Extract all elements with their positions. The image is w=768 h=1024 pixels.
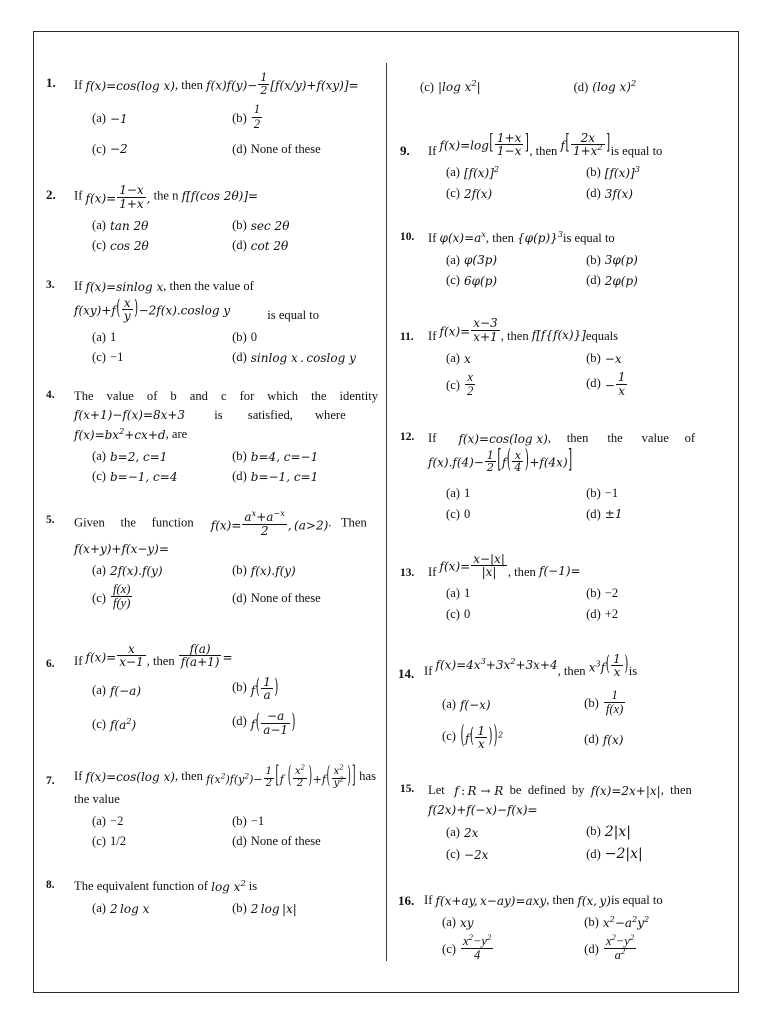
option-b-value: −1	[604, 486, 619, 501]
stem-math-1: f(x)= $\frac{a^x+a^{-x}}{2}$ , (a>2)	[210, 508, 329, 538]
options-table	[424, 687, 732, 757]
question-9	[398, 130, 732, 203]
stem-lead: If	[74, 654, 83, 669]
option-a-value: f(−x)	[459, 697, 491, 712]
question-12	[398, 430, 732, 524]
options-table	[428, 584, 732, 625]
option-c-value: b=−1, c=4	[109, 470, 178, 485]
stem-math-2: $f(x^2)f(y^2)-$ $\frac{1}{2}$ [f ( $\frac{x^2}{2}$ )+f( $\frac{x^2}{y^2}$ )]	[206, 762, 356, 790]
option-a[interactable]: (a) 2f(x).f(y)	[92, 563, 163, 579]
option-b[interactable]: (b) b=4, c=−1	[232, 448, 319, 464]
stem-line-3	[74, 426, 378, 443]
stem-line-1: The value of b and c for which the identity	[74, 389, 378, 404]
option-a-value: 2 log x	[109, 901, 150, 916]
option-d-value: None of these	[250, 591, 321, 606]
option-b[interactable]: (b) f( $\frac{1}{a}$ )	[232, 674, 279, 703]
stem-mid: be defined by	[506, 783, 588, 798]
option-a-value: x	[463, 351, 471, 366]
option-a-value: 1	[463, 586, 471, 601]
stem-math-1: f(x)= $\frac{1-x}{1+x}$ ,	[85, 183, 151, 211]
question-number: 10.	[400, 230, 415, 243]
option-d[interactable]: (d) None of these	[232, 591, 321, 606]
option-b-value: −x	[604, 351, 622, 366]
stem-tail: is	[628, 663, 638, 678]
exam-page	[33, 31, 739, 993]
question-5	[44, 508, 378, 616]
option-d[interactable]: (d) $\frac{x^2-y^2}{a^2}$	[584, 931, 635, 962]
options-table	[74, 328, 378, 369]
option-c-value: $\frac{x^2-y^2}{4}$	[462, 931, 492, 962]
stem-mid: , then	[174, 77, 203, 92]
stem-math-1: f(x)=log[ $\frac{1+x}{1-x}$ ]	[439, 130, 529, 159]
option-a[interactable]: (a) tan 2θ	[92, 217, 149, 233]
question-number: 8.	[46, 879, 55, 892]
stem-line-2	[428, 801, 732, 818]
stem-math-1: f(x)=sinlog x	[85, 279, 164, 294]
options-table	[74, 898, 378, 918]
option-c[interactable]: (c) −2x	[446, 847, 489, 862]
stem-lead: If	[424, 663, 433, 678]
left-column	[34, 32, 386, 932]
option-a-value: φ(3p)	[463, 253, 498, 268]
question-number: 2.	[46, 187, 56, 202]
option-d-value: None of these	[250, 141, 321, 156]
stem-line-1	[428, 782, 732, 799]
options-table	[428, 250, 732, 291]
stem-line-1	[74, 762, 378, 791]
options-table	[74, 101, 378, 162]
stem-math-2: f(x, y)	[577, 893, 611, 908]
option-b-value: 2|x|	[604, 823, 632, 840]
option-d[interactable]: (d) None of these	[232, 141, 321, 156]
option-d-value: ±1	[604, 507, 623, 522]
question-stem	[74, 278, 378, 295]
option-a-value: 1	[109, 330, 117, 344]
option-c[interactable]: (c) −1	[92, 350, 124, 365]
option-c[interactable]: (c) cos 2θ	[92, 238, 149, 253]
option-a[interactable]: (a) −1	[92, 111, 128, 127]
stem-math-2: f[ $\frac{2x}{1+x^2}$ ]	[560, 130, 611, 159]
stem-tail: is equal to	[610, 892, 663, 907]
options-table	[428, 163, 732, 204]
stem-math-1: f(x)= $\frac{x-|x|}{|x|}$	[439, 551, 505, 580]
option-d-value: f( $\frac{-a}{a-1}$ )	[250, 709, 296, 737]
question-stem	[74, 71, 378, 98]
option-d[interactable]: (d) ±1	[586, 506, 623, 522]
stem-tail: is equal to	[610, 143, 663, 158]
option-b[interactable]: (b) $[f(x)]^3$	[586, 164, 640, 181]
stem-math-1: f(x+1)−f(x)=8x+3	[74, 408, 186, 423]
option-a[interactable]: (a) 1	[446, 586, 471, 601]
stem-tail-has: has	[356, 769, 376, 784]
stem-lead: If	[428, 431, 456, 446]
option-c[interactable]: (c) $\frac{x^2-y^2}{4}$	[442, 931, 492, 962]
stem-lead: If	[428, 564, 437, 579]
stem-mid: , then	[507, 564, 536, 579]
stem-line-1	[428, 230, 732, 247]
option-d[interactable]: (d) 3f(x)	[586, 185, 633, 201]
option-b[interactable]: (b) $\frac{1}{f(x)}$	[584, 687, 624, 717]
option-a-value: −2	[109, 813, 124, 828]
stem-math-1: $\varphi(x)=a^x$	[439, 229, 486, 246]
option-b[interactable]: (b) −1	[232, 813, 265, 828]
question-number: 1.	[46, 75, 56, 90]
question-stem	[74, 183, 378, 212]
right-column	[386, 32, 740, 981]
stem-lead: If	[74, 188, 83, 203]
option-c[interactable]: (c) $\frac{f(x)}{f(y)}$	[92, 582, 131, 611]
options-table	[74, 811, 378, 852]
option-d[interactable]: (d) cot 2θ	[232, 238, 289, 253]
question-14	[398, 651, 732, 757]
stem-math-1: f(x)=cos(log x)	[458, 431, 548, 446]
stem-math-1: f(x)= $\frac{x}{x-1}$	[85, 641, 144, 670]
question-8-continued	[398, 77, 732, 97]
option-c[interactable]: (c) $\frac{x}{2}$	[446, 369, 474, 398]
stem-line-1	[428, 551, 732, 581]
option-c-value: −1	[109, 350, 124, 365]
option-d[interactable]: (d) f(x)	[584, 731, 624, 747]
stem-line-1	[74, 641, 378, 671]
option-d[interactable]: (d) − $\frac{1}{x}$	[586, 369, 732, 404]
option-d-value: f(x)	[602, 732, 624, 747]
question-4	[44, 388, 378, 487]
stem-math-2: f[f(cos 2θ)]=	[181, 189, 259, 204]
question-number: 6.	[46, 657, 55, 670]
question-6	[44, 641, 378, 743]
option-c-value: |log $x^2|$	[437, 78, 481, 95]
option-b-value: −2	[604, 586, 619, 601]
option-b-value: f( $\frac{1}{a}$ )	[250, 674, 279, 703]
options-table	[74, 674, 378, 742]
option-b-value: b=4, c=−1	[250, 449, 319, 464]
stem-mid: , then	[557, 663, 586, 678]
option-a[interactable]: (a) 2 log x	[92, 900, 150, 916]
option-d[interactable]: (d) 2φ(p)	[586, 272, 638, 288]
stem-tail: is	[245, 879, 258, 894]
option-d[interactable]: (d) None of these	[232, 834, 321, 849]
option-a[interactable]: (a) f(−x)	[442, 696, 491, 712]
option-a[interactable]: (a) 1	[92, 330, 117, 344]
option-b-value: f(x).f(y)	[250, 564, 296, 579]
option-d[interactable]: (d) (log x)$^2$	[573, 78, 637, 95]
question-number: 12.	[400, 431, 415, 444]
option-c-value: 0	[463, 506, 471, 521]
question-number: 4.	[46, 389, 55, 402]
stem-line-1	[424, 892, 732, 909]
option-d-value: 3f(x)	[604, 186, 633, 201]
option-c[interactable]: (c) $f(a^2)$	[92, 716, 137, 733]
option-d-value: 2φ(p)	[604, 273, 638, 288]
options-table	[74, 446, 378, 487]
question-number: 3.	[46, 278, 55, 291]
stem-line-1	[74, 878, 378, 895]
option-b-value: $\frac{1}{2}$	[253, 102, 261, 131]
option-d-value: None of these	[250, 834, 321, 849]
stem-line-1	[428, 430, 732, 447]
stem-line-2	[74, 407, 378, 424]
stem-math-1: $f(x)=4x^3+3x^2+3x+4$	[435, 656, 558, 673]
stem-tail: is equal to	[562, 230, 615, 245]
stem-mid: is satisfied, where	[214, 407, 346, 422]
option-d-value: cot 2θ	[250, 238, 289, 253]
option-b-value: 3φ(p)	[604, 253, 638, 268]
option-b[interactable]: (b) −x	[586, 350, 622, 366]
stem-lead: Given the function	[74, 515, 194, 530]
option-c-value: 1/2	[109, 834, 127, 849]
option-a[interactable]: (a) $[f(x)]^2$	[446, 164, 500, 181]
option-c-value: cos 2θ	[109, 238, 149, 253]
stem-line-1	[428, 130, 732, 160]
stem-lead: If	[428, 230, 437, 245]
options-table	[428, 821, 732, 866]
option-b[interactable]: (b) $x^2-a^2y^2$	[584, 913, 650, 930]
option-d-value: sinlog x . coslog y	[250, 351, 356, 366]
option-c[interactable]: (c) 6φ(p)	[446, 272, 498, 288]
stem-mid: , then	[500, 328, 529, 343]
stem-line-2: the value	[74, 791, 120, 806]
option-c-value: 6φ(p)	[463, 273, 498, 288]
question-15	[398, 782, 732, 865]
option-b-value: 2 log |x|	[250, 901, 297, 916]
options-table	[74, 215, 378, 256]
stem-math-2: f[f{f(x)}]	[531, 327, 586, 342]
stem-mid: , then	[529, 143, 558, 158]
option-c[interactable]: (c) b=−1, c=4	[92, 469, 178, 485]
option-c-value: −2	[109, 142, 128, 157]
stem-mid: the n	[153, 188, 179, 203]
stem-math-1: f(x)= $\frac{x-3}{x+1}$	[439, 315, 498, 344]
option-c[interactable]: (c) (f( $\frac{1}{x}$ ))$^2$	[442, 722, 504, 752]
question-number: 5.	[46, 514, 55, 527]
option-a[interactable]: (a) 1	[446, 486, 471, 501]
stem-math-2: f(−1)=	[539, 563, 581, 578]
option-c-value: $\frac{f(x)}{f(y)}$	[112, 582, 131, 611]
option-a-value: 2f(x).f(y)	[109, 564, 163, 579]
stem-tail: is equal to	[267, 307, 320, 322]
option-b-value: sec 2θ	[250, 218, 290, 233]
option-a[interactable]: (a) −2	[92, 813, 124, 828]
stem-math-2: f(x)f(y)− $\frac{1}{2}$ [f(x/y)+f(xy)]=	[206, 71, 359, 97]
option-c[interactable]: (c) 0	[446, 506, 471, 521]
stem-lead: If	[74, 769, 83, 784]
stem-math-2: f(xy)+f( $\frac{x}{y}$ )−2f(x).coslog y	[74, 295, 231, 324]
option-b[interactable]: (b) 0	[232, 330, 258, 344]
option-c[interactable]: (c) |log $x^2|$	[420, 78, 481, 95]
option-c-value: −2x	[463, 847, 489, 862]
stem-mid: , then	[146, 654, 175, 669]
options-table	[74, 561, 378, 617]
option-a-value: 2x	[463, 825, 479, 840]
option-a[interactable]: (a) 2x	[446, 824, 479, 840]
option-a-value: xy	[459, 915, 474, 930]
stem-mid: , then	[546, 892, 575, 907]
option-a[interactable]: (a) xy	[442, 914, 474, 930]
stem-mid: , then	[485, 230, 514, 245]
stem-tail: , are	[165, 427, 188, 441]
question-number: 15.	[400, 783, 415, 796]
stem-lead: The equivalent function of	[74, 879, 208, 894]
option-a[interactable]: (a) f(−a)	[92, 683, 141, 698]
options-table	[424, 912, 732, 968]
question-number: 11.	[400, 330, 414, 343]
stem-lead: Let	[428, 783, 452, 798]
option-d[interactable]: (d) f( $\frac{-a}{a-1}$ )	[232, 709, 296, 737]
option-d[interactable]: (d) sinlog x . coslog y	[232, 350, 356, 366]
stem-line-1	[428, 315, 732, 346]
question-13	[398, 551, 732, 624]
option-b[interactable]: (b) 3φ(p)	[586, 252, 638, 268]
option-a-value: b=2, c=1	[109, 449, 168, 464]
stem-math-2: $f(x)=bx^2+cx+d$	[74, 425, 166, 442]
option-c[interactable]: (c) 0	[446, 606, 471, 621]
option-b-value: $\frac{1}{f(x)}$	[605, 687, 624, 717]
option-a[interactable]: (a) φ(3p)	[446, 252, 498, 268]
stem-line-2	[428, 447, 732, 475]
stem-mid: , then the value of	[163, 278, 254, 293]
stem-math-1: f(x)=cos(log x)	[85, 769, 175, 784]
stem-line-1	[424, 651, 732, 681]
option-b[interactable]: (b) $\frac{1}{2}$	[232, 102, 261, 131]
stem-lead: If	[74, 77, 83, 92]
stem-math-3: f(2x)+f(−x)−f(x)=	[428, 802, 538, 817]
question-7	[44, 762, 378, 852]
question-3	[44, 278, 378, 368]
stem-tail-1: , then	[660, 783, 692, 798]
question-2	[44, 183, 378, 256]
option-d-value: −2|x|	[604, 846, 643, 863]
option-a-value: $[f(x)]^2$	[463, 164, 500, 181]
options-table	[428, 484, 732, 525]
option-a-value: f(−a)	[109, 683, 141, 698]
options-table	[428, 348, 732, 404]
option-b[interactable]: (b) −1	[586, 486, 619, 501]
stem-line-1	[74, 508, 378, 539]
option-b[interactable]: (b) f(x).f(y)	[232, 563, 296, 579]
option-c[interactable]: (c) 2f(x)	[446, 185, 493, 201]
option-d-value: (log x)$^2$	[592, 78, 637, 95]
stem-math-2: f(x).f(4)− $\frac{1}{2}$ [f( $\frac{x}{4}$ )+f(4x)]	[428, 447, 573, 475]
option-d-value: +2	[604, 606, 619, 621]
stem-math-2: $\{\varphi(p)\}^3$	[517, 229, 563, 246]
stem-lead: If	[424, 892, 433, 907]
stem-lead: If	[74, 278, 83, 293]
option-d[interactable]: (d) b=−1, c=1	[232, 469, 319, 485]
option-a[interactable]: (a) b=2, c=1	[92, 448, 168, 464]
question-16	[398, 892, 732, 968]
option-d[interactable]: (d) +2	[586, 606, 619, 621]
stem-mid: , then	[174, 769, 203, 784]
option-a-value: tan 2θ	[109, 218, 149, 233]
stem-math-1: f(x+ay, x−ay)=axy	[435, 893, 547, 908]
question-10	[398, 230, 732, 291]
option-b-value: −1	[250, 813, 265, 828]
question-number: 16.	[398, 892, 415, 908]
question-1	[44, 71, 378, 162]
option-c-value: 2f(x)	[463, 186, 493, 201]
option-c-value: 0	[463, 606, 471, 621]
option-c[interactable]: (c) −2	[92, 141, 128, 157]
question-number: 14.	[398, 665, 415, 681]
stem-math-2: $\frac{f(a)}{f(a+1)}$ =	[180, 641, 233, 670]
option-c-value: $f(a^2)$	[109, 716, 137, 733]
option-d-value: b=−1, c=1	[250, 470, 319, 485]
option-a[interactable]: (a) x	[446, 350, 471, 366]
option-b[interactable]: (b) −2	[586, 586, 619, 601]
option-b[interactable]: (b) sec 2θ	[232, 217, 290, 233]
option-d-value: $\frac{x^2-y^2}{a^2}$	[605, 931, 635, 962]
stem-lead: If	[428, 143, 437, 158]
stem-tail: equals	[585, 328, 619, 343]
option-c-value: (f( $\frac{1}{x}$ ))$^2$	[460, 722, 504, 752]
stem-math-1: f(x)=cos(log x)	[85, 78, 175, 93]
option-a-value: −1	[109, 112, 128, 127]
option-b-value: $[f(x)]^3$	[604, 164, 640, 181]
option-c[interactable]: (c) 1/2	[92, 834, 127, 849]
option-c-value: $\frac{x}{2}$	[466, 369, 474, 398]
option-b-value: $x^2-a^2y^2$	[602, 913, 650, 930]
option-a-value: 1	[463, 486, 471, 501]
stem-math-1: f : R → R	[454, 784, 504, 799]
question-number: 13.	[400, 567, 415, 580]
stem-line-2	[74, 540, 378, 557]
stem-lead: If	[428, 328, 437, 343]
stem-math-1: $\log x^2$	[211, 877, 246, 894]
stem-tail-1: . Then	[328, 515, 367, 530]
question-number: 9.	[400, 143, 410, 159]
stem-line-2	[74, 295, 378, 324]
option-d[interactable]: (d) −2|x|	[586, 844, 732, 866]
option-b[interactable]: (b) 2|x|	[586, 821, 732, 843]
question-11	[398, 315, 732, 404]
option-b-value: 0	[250, 330, 258, 344]
stem-math-2: $x^3f$( $\frac{1}{x}$ )	[588, 651, 629, 680]
question-number: 7.	[46, 775, 55, 788]
stem-math-2: f(x)=2x+|x|	[590, 784, 661, 799]
stem-mid: , then the value of	[547, 431, 696, 446]
option-b[interactable]: (b) 2 log |x|	[232, 900, 297, 916]
stem-math-2: f(x+y)+f(x−y)=	[74, 542, 169, 557]
option-d-value: − $\frac{1}{x}$	[604, 370, 626, 399]
options-table	[402, 77, 732, 97]
question-8	[44, 878, 378, 919]
